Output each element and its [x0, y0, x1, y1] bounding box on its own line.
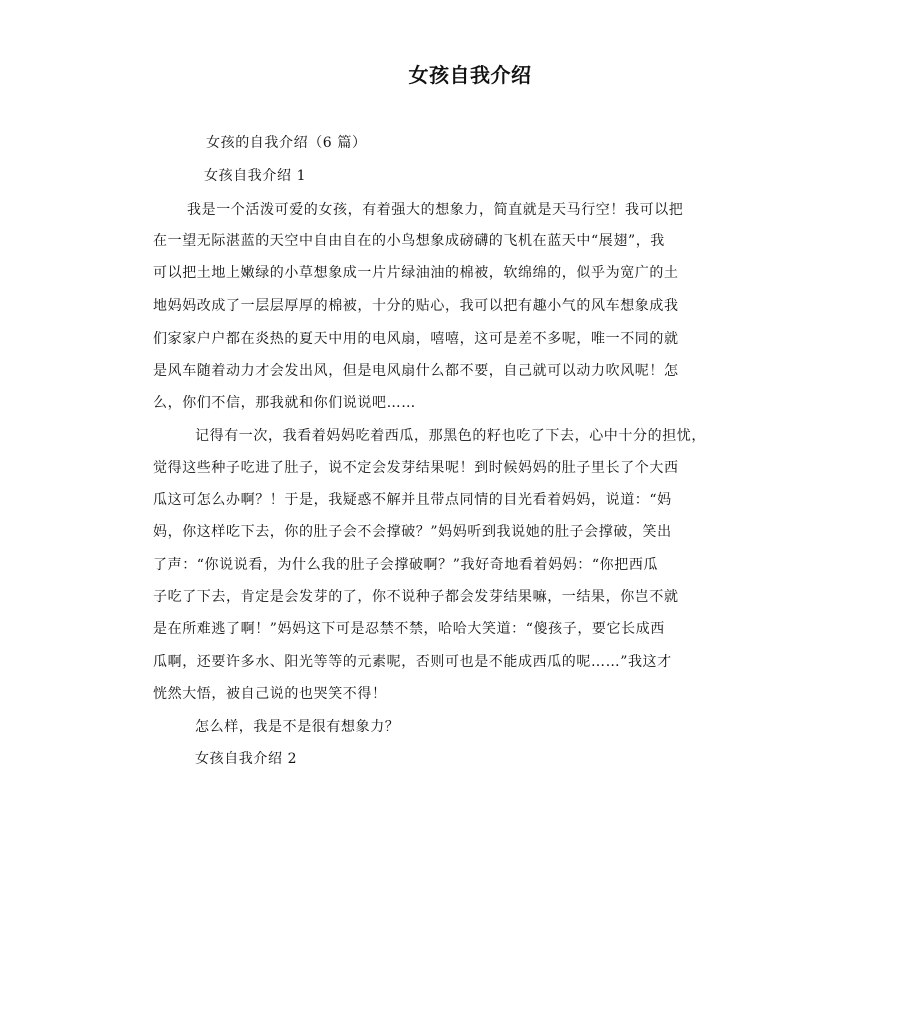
- paragraph-line: 们家家户户都在炎热的夏天中用的电风扇，嘻嘻，这可是差不多呢，唯一不同的就: [153, 331, 679, 347]
- section-heading-2: 女孩自我介绍 2: [195, 751, 298, 767]
- paragraph-line: 可以把土地上嫩绿的小草想象成一片片绿油油的棉被，软绵绵的，似乎为宽广的土: [153, 265, 679, 281]
- section-heading-1: 女孩自我介绍 1: [204, 168, 307, 184]
- paragraph-line: 瓜啊，还要许多水、阳光等等的元素呢，否则可也是不能成西瓜的呢……”我这才: [153, 654, 672, 670]
- paragraph-line: 么，你们不信，那我就和你们说说吧……: [153, 395, 416, 411]
- paragraph-line: 我是一个活泼可爱的女孩，有着强大的想象力，简直就是天马行空！我可以把: [187, 202, 684, 218]
- paragraph-line: 是在所难逃了啊！”妈妈这下可是忍禁不禁，哈哈大笑道：“傻孩子，要它长成西: [153, 621, 665, 637]
- paragraph-line: 地妈妈改成了一层层厚厚的棉被，十分的贴心，我可以把有趣小气的风车想象成我: [153, 298, 679, 314]
- paragraph-line: 记得有一次，我看着妈妈吃着西瓜，那黑色的籽也吃了下去，心中十分的担忧，: [195, 428, 706, 444]
- paragraph-line: 妈，你这样吃下去，你的肚子会不会撑破？”妈妈听到我说她的肚子会撑破，笑出: [153, 524, 672, 540]
- paragraph-line: 怎么样，我是不是很有想象力？: [195, 719, 400, 735]
- document-title: 女孩自我介绍: [408, 63, 532, 87]
- paragraph-line: 子吃了下去，肯定是会发芽的了，你不说种子都会发芽结果嘛，一结果，你岂不就: [153, 589, 679, 605]
- paragraph-line: 在一望无际湛蓝的天空中自由自在的小鸟想象成磅礴的飞机在蓝天中“展翅”，我: [153, 233, 665, 249]
- paragraph-line: 恍然大悟，被自己说的也哭笑不得！: [153, 686, 387, 702]
- subtitle-line: 女孩的自我介绍（6 篇）: [206, 135, 367, 151]
- paragraph-line: 是风车随着动力才会发出风，但是电风扇什么都不要，自己就可以动力吹风呢！怎: [153, 363, 679, 379]
- paragraph-line: 觉得这些种子吃进了肚子，说不定会发芽结果呢！到时候妈妈的肚子里长了个大西: [153, 460, 679, 476]
- paragraph-line: 了声：“你说说看，为什么我的肚子会撑破啊？”我好奇地看着妈妈：“你把西瓜: [153, 557, 659, 573]
- paragraph-line: 瓜这可怎么办啊？！于是，我疑惑不解并且带点同情的目光看着妈妈，说道：“妈: [153, 492, 672, 508]
